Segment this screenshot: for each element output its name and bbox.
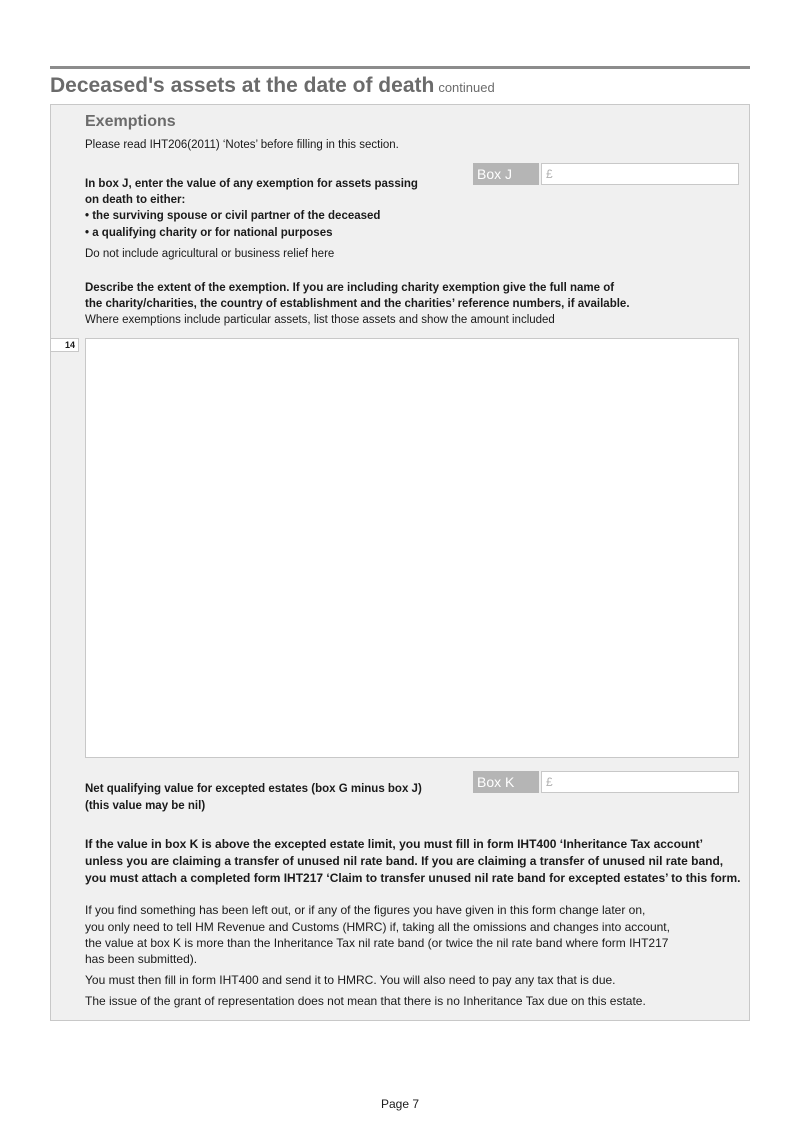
warning-line-3: you must attach a completed form IHT217 ‘Claim to transfer unused nil rate band for excepted estates’ to this form. [85,871,741,885]
question-number: 14 [51,338,79,352]
page-title-text: Deceased's assets at the date of death [50,74,435,97]
note-p1-line-4: has been submitted). [85,952,198,966]
box-k-currency: £ [546,775,553,789]
section-heading: Exemptions [85,113,176,130]
note-p1-line-3: the value at box K is more than the Inheritance Tax nil rate band (or twice the nil rate band where form IHT217 [85,936,669,950]
bullet-spouse: • the surviving spouse or civil partner of the deceased [85,210,381,222]
continued-label: continued [438,80,495,95]
bullet-charity: • a qualifying charity or for national purposes [85,227,333,239]
note-p1-line-1: If you find something has been left out, or if any of the figures you have given in this form change later on, [85,903,646,917]
page-title [50,74,495,98]
header-rule [50,66,750,69]
intro-text: Please read IHT206(2011) ‘Notes’ before filling in this section. [85,139,399,151]
warning-line-1: If the value in box K is above the excepted estate limit, you must fill in form IHT400 ‘Inheritance Tax account’ [85,837,703,851]
describe-line-2: the charity/charities, the country of establishment and the charities’ reference numbers, if available. [85,298,630,310]
box-j-instruction-1: In box J, enter the value of any exemption for assets passing [85,178,418,190]
box-k-label: Box K [473,771,539,793]
net-value-line-2: (this value may be nil) [85,800,206,812]
describe-line-1: Describe the extent of the exemption. If you are including charity exemption give the full name of [85,282,615,294]
box-j-instruction-2: on death to either: [85,194,186,206]
box-j-label: Box J [473,163,539,185]
page-number: Page 7 [380,1097,420,1111]
box-j-currency: £ [546,167,553,181]
note-p2: You must then fill in form IHT400 and send it to HMRC. You will also need to pay any tax that is due. [85,973,616,987]
exemption-description-input[interactable] [85,338,739,758]
no-relief-note: Do not include agricultural or business relief here [85,248,335,260]
exemptions-panel [50,104,750,1021]
note-p3: The issue of the grant of representation does not mean that there is no Inheritance Tax due on this estate. [85,994,646,1008]
warning-line-2: unless you are claiming a transfer of unused nil rate band. If you are claiming a transfer of unused nil rate band, [85,854,724,868]
box-j-input[interactable] [541,163,739,185]
box-k-input[interactable] [541,771,739,793]
note-p1-line-2: you only need to tell HM Revenue and Customs (HMRC) if, taking all the omissions and changes into account, [85,920,670,934]
net-value-line-1: Net qualifying value for excepted estates (box G minus box J) [85,783,422,795]
describe-line-3: Where exemptions include particular assets, list those assets and show the amount included [85,314,555,326]
